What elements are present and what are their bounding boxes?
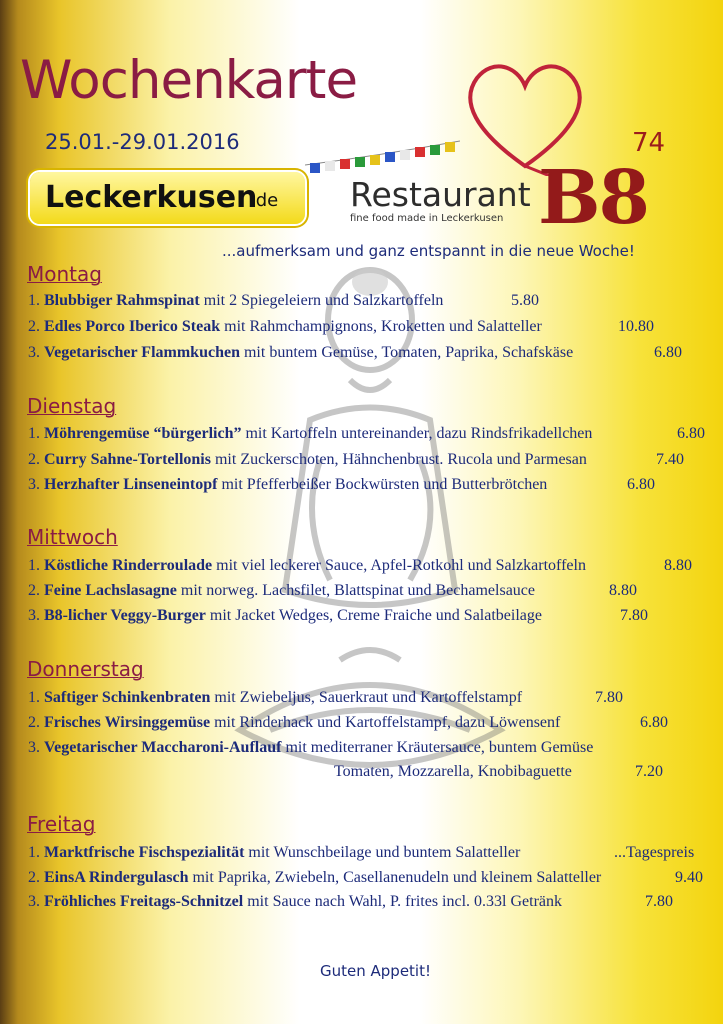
closing-text: Guten Appetit! — [320, 962, 431, 980]
menu-item: 3. Fröhliches Freitags-Schnitzel mit Sauce nach Wahl, P. frites incl. 0.33l Getränk — [28, 893, 563, 910]
menu-item: 3. Vegetarischer Flammkuchen mit buntem Gemüse, Tomaten, Paprika, Schafskäse — [28, 344, 574, 361]
menu-item: 1. Saftiger Schinkenbraten mit Zwiebeljus, Sauerkraut und Kartoffelstampf — [28, 689, 523, 706]
menu-item-price: 7.20 — [635, 763, 663, 780]
menu-item-price: 5.80 — [511, 292, 539, 309]
menu-item-price: 10.80 — [618, 318, 654, 335]
restaurant-name: Restaurant — [350, 175, 531, 214]
menu-item: 1. Köstliche Rinderroulade mit viel leckerer Sauce, Apfel-Rotkohl und Salzkartoffeln — [28, 557, 586, 574]
brand-logo: B8 — [538, 155, 649, 241]
prayer-flags-icon — [305, 137, 460, 177]
menu-item-price: 6.80 — [640, 714, 668, 731]
menu-item: 1. Blubbiger Rahmspinat mit 2 Spiegeleiern und Salzkartoffeln — [28, 292, 444, 309]
logo-tld-text: .de — [250, 190, 279, 211]
menu-item: 2. Curry Sahne-Tortellonis mit Zuckerschoten, Hähnchenbrust. Rucola und Parmesan — [28, 451, 587, 468]
menu-item-price: 7.80 — [595, 689, 623, 706]
day-heading-freitag: Freitag — [27, 812, 96, 836]
menu-item-continuation: Tomaten, Mozzarella, Knobibaguette — [334, 763, 572, 780]
brand-number: 74 — [632, 128, 666, 158]
menu-item-price: ...Tagespreis — [614, 844, 695, 861]
day-heading-donnerstag: Donnerstag — [27, 657, 144, 681]
menu-item-price: 7.40 — [656, 451, 684, 468]
week-dates: 25.01.-29.01.2016 — [45, 130, 240, 154]
logo-main-text: Leckerkusen — [45, 180, 258, 215]
menu-item-price: 8.80 — [664, 557, 692, 574]
day-heading-mittwoch: Mittwoch — [27, 525, 118, 549]
menu-item: 2. EinsA Rindergulasch mit Paprika, Zwiebeln, Casellanenudeln und kleinem Salatteller — [28, 869, 602, 886]
menu-item-price: 9.40 — [675, 869, 703, 886]
menu-item-price: 6.80 — [654, 344, 682, 361]
menu-item: 1. Möhrengemüse “bürgerlich” mit Kartoffeln untereinander, dazu Rindsfrikadellchen — [28, 425, 593, 442]
menu-item-price: 7.80 — [620, 607, 648, 624]
page-title: Wochenkarte — [20, 50, 358, 111]
menu-item-price: 6.80 — [627, 476, 655, 493]
menu-item: 1. Marktfrische Fischspezialität mit Wunschbeilage und buntem Salatteller — [28, 844, 521, 861]
menu-item: 2. Frisches Wirsinggemüse mit Rinderhack und Kartoffelstampf, dazu Löwensenf — [28, 714, 561, 731]
menu-item: 3. B8-licher Veggy-Burger mit Jacket Wedges, Creme Fraiche und Salatbeilage — [28, 607, 542, 624]
day-heading-montag: Montag — [27, 262, 102, 286]
menu-item-price: 8.80 — [609, 582, 637, 599]
restaurant-subtitle: fine food made in Leckerkusen — [350, 213, 504, 224]
day-heading-dienstag: Dienstag — [27, 394, 117, 418]
menu-item: 3. Herzhafter Linseneintopf mit Pfefferbeißer Bockwürsten und Butterbrötchen — [28, 476, 548, 493]
tagline: ...aufmerksam und ganz entspannt in die neue Woche! — [222, 242, 635, 260]
menu-item-price: 7.80 — [645, 893, 673, 910]
menu-item: 2. Edles Porco Iberico Steak mit Rahmchampignons, Kroketten und Salatteller — [28, 318, 542, 335]
menu-item: 2. Feine Lachslasagne mit norweg. Lachsfilet, Blattspinat und Bechamelsauce — [28, 582, 536, 599]
menu-item: 3. Vegetarischer Maccharoni-Auflauf mit mediterraner Kräutersauce, buntem Gemüse — [28, 739, 594, 756]
menu-item-price: 6.80 — [677, 425, 705, 442]
